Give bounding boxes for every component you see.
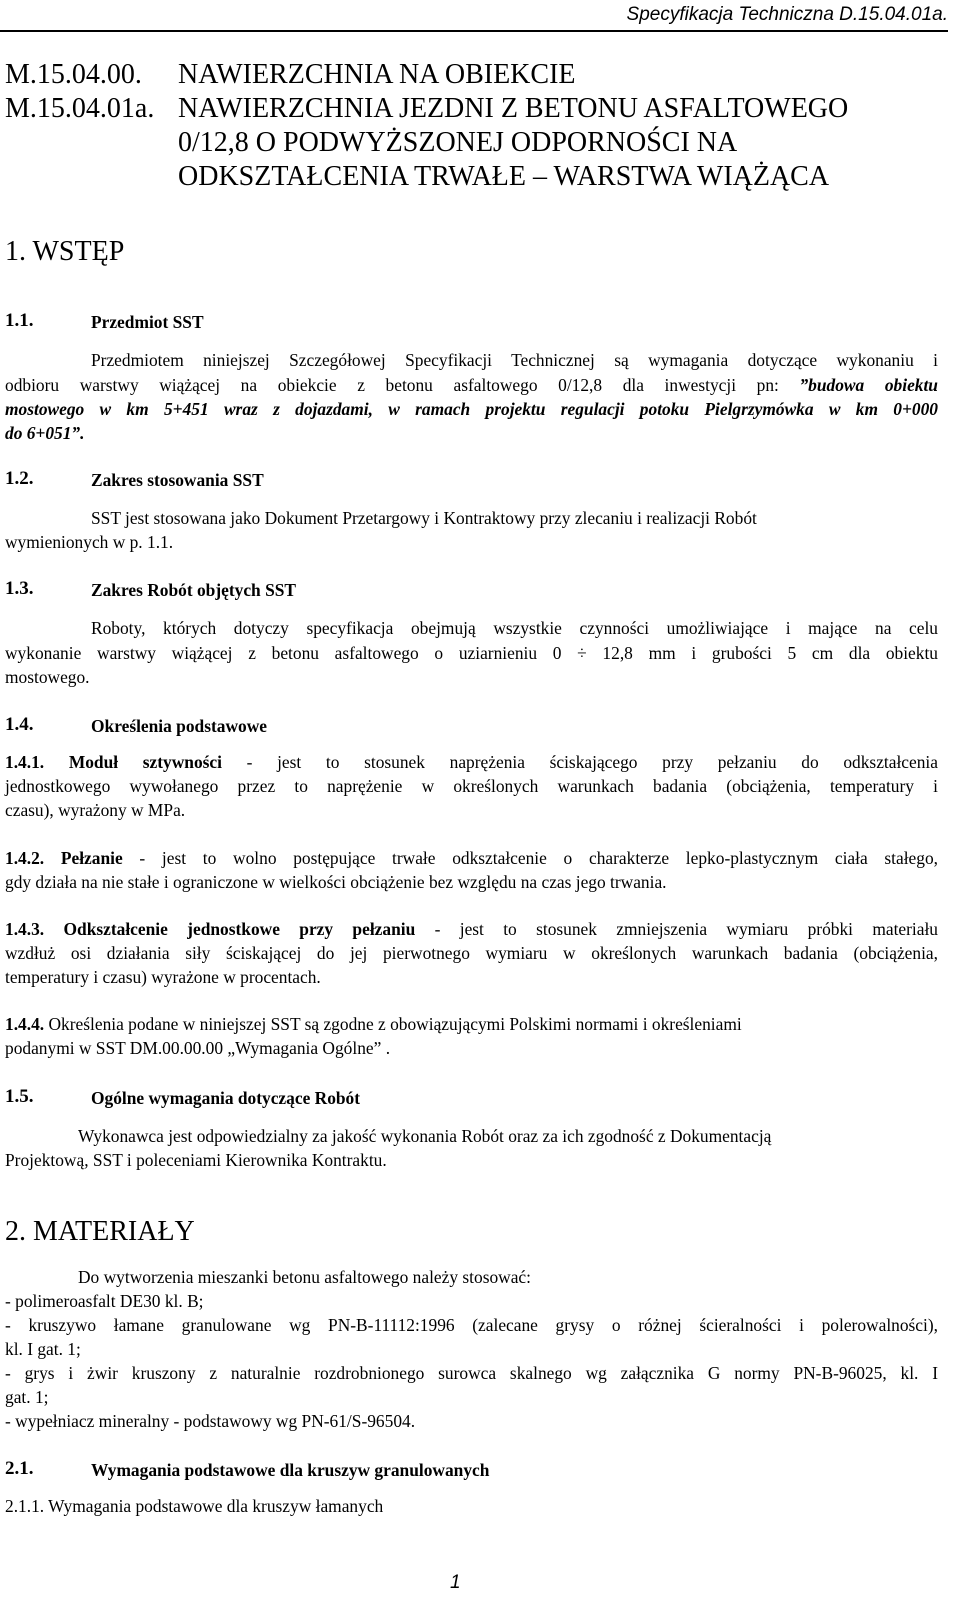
definition-1-line-1: 1.4.1. Moduł sztywności - jest to stosunek naprężenia ściskającego przy pełzaniu do odkształcenia [5, 752, 938, 772]
definition-1-line-2: jednostkowego wywołanego przez to naprężenie w określonych warunkach badania (obciążenia, temperatury i [5, 776, 938, 796]
section-1-2-number: 1.2. [5, 468, 34, 489]
section-1-1-title: Przedmiot SST [91, 312, 204, 332]
definition-2-line-1: 1.4.2. Pełzanie - jest to wolno postępujące trwałe odkształcenie o charakterze lepko-plastycznym ciała stałego, [5, 848, 939, 868]
s12-line-1: SST jest stosowana jako Dokument Przetargowy i Kontraktowy przy zlecaniu i realizacji Robót [91, 508, 757, 528]
definition-1-line-3: czasu), wyrażony w MPa. [5, 800, 186, 820]
section-1-3-number: 1.3. [5, 578, 34, 599]
section-1-5-number: 1.5. [5, 1086, 34, 1107]
section-2-heading: 2. MATERIAŁY [5, 1216, 195, 1247]
section-1-1-number: 1.1. [5, 310, 34, 331]
definition-3-line-3: temperatury i czasu) wyrażone w procentach. [5, 967, 321, 987]
definition-4-line-2: podanymi w SST DM.00.00.00 „Wymagania Ogólne” . [5, 1038, 391, 1058]
header-rule [0, 30, 948, 32]
materials-item-1: - polimeroasfalt DE30 kl. B; [5, 1291, 204, 1311]
definition-3-line-1: 1.4.3. Odkształcenie jednostkowe przy pełzaniu - jest to stosunek zmniejszenia wymiaru próbki materiału [5, 919, 939, 939]
title-name-2-line-3: ODKSZTAŁCENIA TRWAŁE – WARSTWA WIĄŻĄCA [178, 161, 830, 192]
s13-line-3: mostowego. [5, 667, 90, 687]
section-2-1-title: Wymagania podstawowe dla kruszyw granulowanych [91, 1460, 490, 1480]
s11-line-2: odbioru warstwy wiążącej na obiekcie z betonu asfaltowego 0/12,8 dla inwestycji pn: ”budowa obiektu [5, 375, 938, 395]
s11-line-3: mostowego w km 5+451 wraz z dojazdami, w ramach projektu regulacji potoku Pielgrzymówka w km 0+000 [5, 399, 938, 419]
s13-line-1: Roboty, których dotyczy specyfikacja obejmują wszystkie czynności umożliwiające i mające na celu [91, 618, 938, 638]
materials-item-2-line-2: kl. I gat. 1; [5, 1339, 81, 1359]
materials-intro: Do wytworzenia mieszanki betonu asfaltowego należy stosować: [78, 1267, 531, 1287]
materials-item-3-line-1: - grys i żwir kruszony z naturalnie rozdrobnionego surowca skalnego wg załącznika G normy PN-B-96025, kl. I [5, 1363, 938, 1383]
materials-item-3-line-2: gat. 1; [5, 1387, 49, 1407]
s11-line-1: Przedmiotem niniejszej Szczegółowej Specyfikacji Technicznej są wymagania dotyczące wykonaniu i [91, 350, 938, 370]
materials-item-4: - wypełniacz mineralny - podstawowy wg PN-61/S-96504. [5, 1411, 416, 1431]
running-header: Specyfikacja Techniczna D.15.04.01a. [626, 4, 948, 25]
s11-line-4: do 6+051”. [5, 423, 85, 443]
section-1-4-title: Określenia podstawowe [91, 716, 268, 736]
s13-line-2: wykonanie warstwy wiążącej z betonu asfaltowego o uziarnieniu 0 ÷ 12,8 mm i grubości 5 cm dla obiektu [5, 643, 938, 663]
section-1-2-title: Zakres stosowania SST [91, 470, 264, 490]
section-1-3-title: Zakres Robót objętych SST [91, 580, 297, 600]
page-number: 1 [450, 1572, 461, 1593]
title-code-2: M.15.04.01a. [5, 93, 155, 124]
section-2-1-number: 2.1. [5, 1458, 34, 1479]
section-2-1-1: 2.1.1. Wymagania podstawowe dla kruszyw łamanych [5, 1496, 384, 1516]
section-1-heading: 1. WSTĘP [5, 236, 125, 267]
title-name-2-line-2: 0/12,8 O PODWYŻSZONEJ ODPORNOŚCI NA [178, 127, 738, 158]
s12-line-2: wymienionych w p. 1.1. [5, 532, 174, 552]
s15-line-1: Wykonawca jest odpowiedzialny za jakość wykonania Robót oraz za ich zgodność z Dokumentacją [78, 1126, 772, 1146]
title-name-2-line-1: NAWIERZCHNIA JEZDNI Z BETONU ASFALTOWEGO [178, 93, 849, 124]
title-name-1: NAWIERZCHNIA NA OBIEKCIE [178, 59, 576, 90]
definition-4-line-1: 1.4.4. Określenia podane w niniejszej SST są zgodne z obowiązującymi Polskimi normami i określeniami [5, 1014, 742, 1034]
section-1-5-title: Ogólne wymagania dotyczące Robót [91, 1088, 361, 1108]
title-code-1: M.15.04.00. [5, 59, 142, 90]
materials-item-2-line-1: - kruszywo łamane granulowane wg PN-B-11112:1996 (zalecane grysy o różnej ścieralności i polerowalności), [5, 1315, 938, 1335]
section-1-4-number: 1.4. [5, 714, 34, 735]
definition-3-line-2: wzdłuż osi działania siły ściskającej do jej pierwotnego wymiaru w określonych warunkach badania (obciążenia, [5, 943, 938, 963]
definition-2-line-2: gdy działa na nie stałe i ograniczone w wielkości obciążenie bez względu na czas jego trwania. [5, 872, 667, 892]
s15-line-2: Projektową, SST i poleceniami Kierownika Kontraktu. [5, 1150, 387, 1170]
